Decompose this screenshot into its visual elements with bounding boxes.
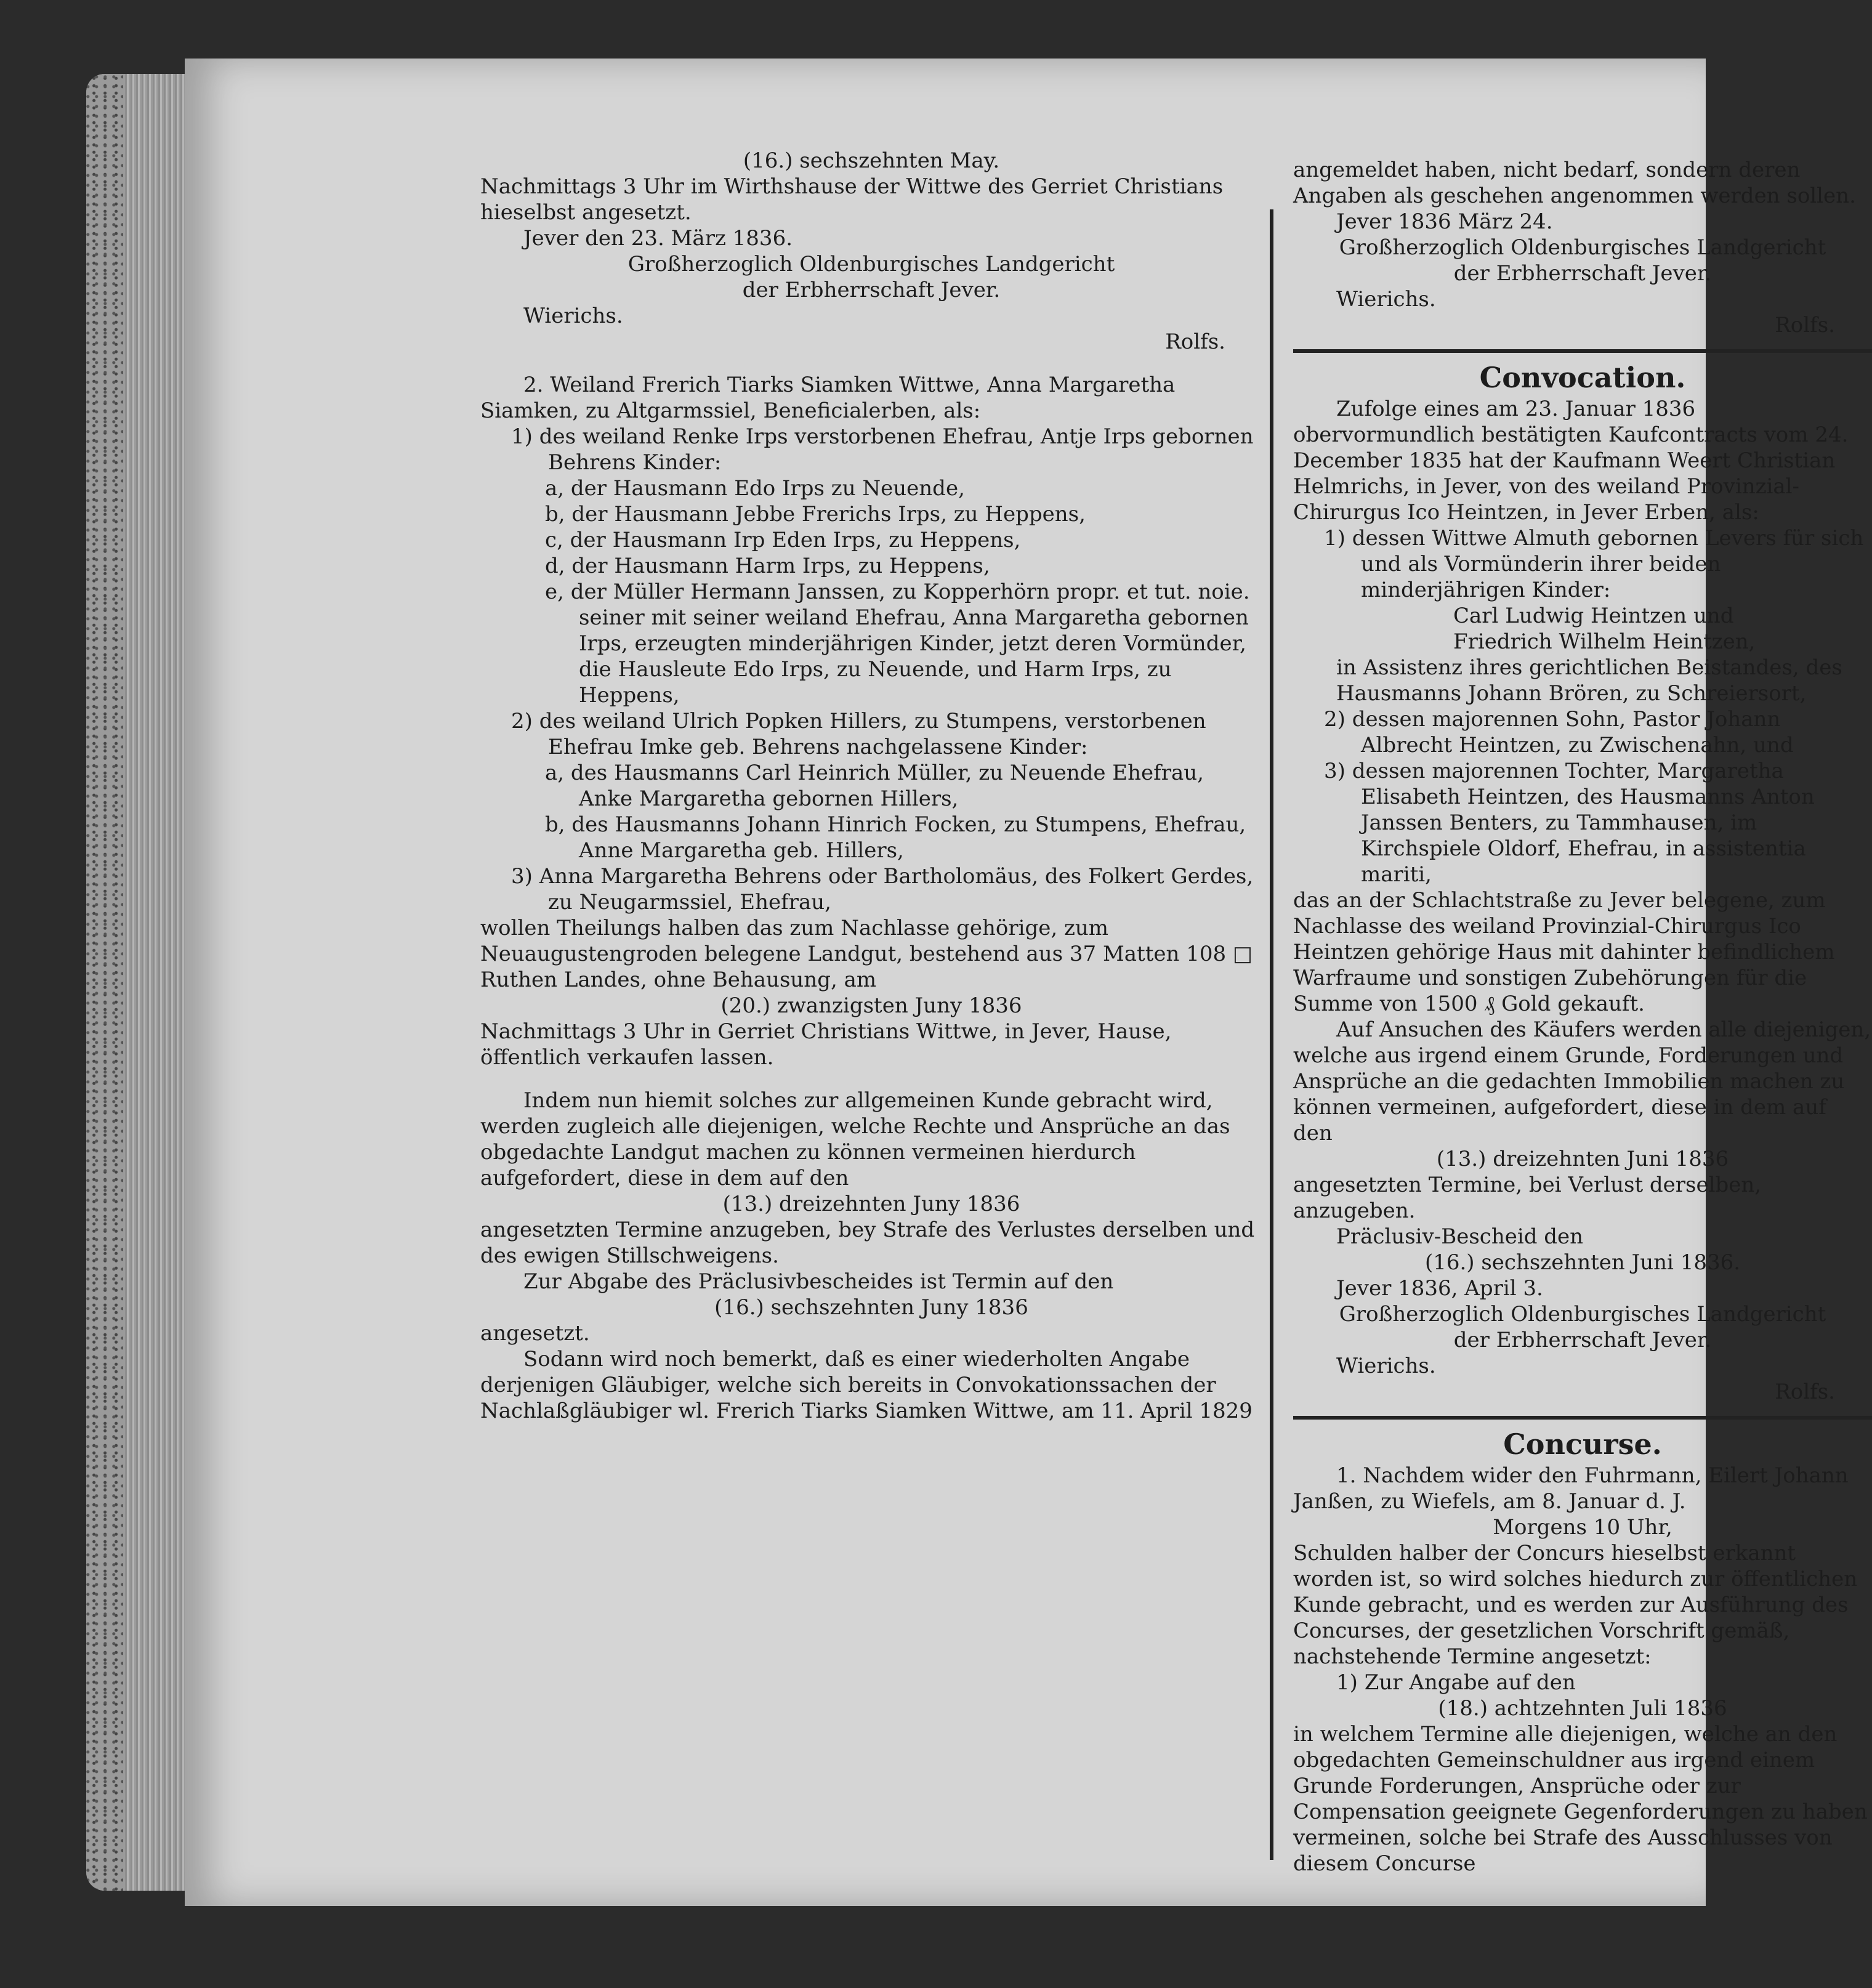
dateline: Jever 1836, April 3. <box>1336 1276 1543 1301</box>
paragraph: Nachmittags 3 Uhr im Wirthshause der Wittwe des Gerriet Christians hieselbst angesetzt. <box>480 174 1224 225</box>
signature: Rolfs. <box>1775 1380 1835 1404</box>
court-name: der Erbherrschaft Jever. <box>1453 1328 1712 1352</box>
left-column <box>480 148 1262 1424</box>
dateline: Jever 1836 März 24. <box>1336 209 1553 234</box>
list-item: d, der Hausmann Harm Irps, zu Heppens, <box>545 554 990 578</box>
list-item: a, des Hausmanns Carl Heinrich Müller, zu Neuende Ehefrau, Anke Margaretha gebornen Hillers, <box>545 761 1204 811</box>
list-item: 1) des weiland Renke Irps verstorbenen Ehefrau, Antje Irps gebornen Behrens Kinder: <box>511 424 1254 475</box>
court-name: Großherzoglich Oldenburgisches Landgericht <box>1339 1302 1826 1327</box>
date-line: (13.) dreizehnten Juny 1836 <box>722 1192 1020 1216</box>
court-name: der Erbherrschaft Jever. <box>742 278 1001 302</box>
right-column <box>1293 157 1872 1877</box>
list-item: b, des Hausmanns Johann Hinrich Focken, zu Stumpens, Ehefrau, Anne Margaretha geb. Hillers, <box>545 812 1246 863</box>
list-item: 3) dessen majorennen Tochter, Margaretha Elisabeth Heintzen, des Hausmanns Anton Janssen Benters, zu Tammhausen, im Kirchspiele Oldorf, Ehefrau, in assistentia mariti, <box>1324 759 1815 887</box>
dateline: Jever den 23. März 1836. <box>523 226 793 251</box>
date-line: (20.) zwanzigsten Juny 1836 <box>720 993 1022 1018</box>
signature: Wierichs. <box>1336 287 1436 312</box>
list-item: 2) dessen majorennen Sohn, Pastor Johann Albrecht Heintzen, zu Zwischenahn, und <box>1324 707 1794 758</box>
paragraph: 1. Nachdem wider den Fuhrmann, Eilert Johann Janßen, zu Wiefels, am 8. Januar d. J. <box>1293 1463 1849 1514</box>
section-rule <box>1293 1416 1872 1420</box>
date-line: Morgens 10 Uhr, <box>1493 1515 1672 1540</box>
paragraph: angemeldet haben, nicht bedarf, sondern deren Angaben als geschehen angenommen werden sollen. <box>1293 158 1856 208</box>
paragraph: wollen Theilungs halben das zum Nachlasse gehörige, zum Neuaugustengroden belegene Landgut, bestehend aus 37 Matten 108 □ Ruthen Landes, ohne Behausung, am <box>480 916 1253 992</box>
paragraph: in welchem Termine alle diejenigen, welche an den obgedachten Gemeinschuldner aus irgend einem Grunde Forderungen, Ansprüche oder zur Compensation geeignete Gegenforderungen zu haben vermeinen, solche bei Strafe des Ausschlusses von diesem Concurse <box>1293 1722 1868 1876</box>
list-item: in Assistenz ihres gerichtlichen Beistandes, des Hausmanns Johann Brören, zu Schreiersort, <box>1336 655 1842 706</box>
paragraph: Sodann wird noch bemerkt, daß es einer wiederholten Angabe derjenigen Gläubiger, welche sich bereits in Convokationssachen der Nachlaßgläubiger wl. Frerich Tiarks Siamken Wittwe, am 11. April 1829 <box>480 1347 1253 1423</box>
date-line: (16.) sechszehnten Juny 1836 <box>714 1295 1028 1320</box>
list-item: Friedrich Wilhelm Heintzen, <box>1453 629 1756 654</box>
list-item: 3) Anna Margaretha Behrens oder Bartholomäus, des Folkert Gerdes, zu Neugarmssiel, Ehefrau, <box>511 864 1254 915</box>
paragraph: das an der Schlachtstraße zu Jever belegene, zum Nachlasse des weiland Provinzial-Chirurgus Ico Heintzen gehörige Haus mit dahinter befindlichem Warfraume und sonstigen Zubehörungen für die Summe von 1500 ₰ Gold gekauft. <box>1293 888 1835 1016</box>
paragraph: Zur Abgabe des Präclusivbescheides ist Termin auf den <box>523 1269 1114 1294</box>
book-spine <box>86 74 123 1891</box>
section-rule <box>1293 349 1872 353</box>
signature: Wierichs. <box>523 304 623 328</box>
paragraph: Zufolge eines am 23. Januar 1836 obervormundlich bestätigten Kaufcontracts vom 24. December 1835 hat der Kaufmann Weert Christian Helmrichs, in Jever, von des weiland Provinzial-Chirurgus Ico Heintzen, in Jever Erben, als: <box>1293 397 1849 525</box>
paragraph: angesetzten Termine, bei Verlust derselben, anzugeben. <box>1293 1173 1762 1223</box>
list-item: e, der Müller Hermann Janssen, zu Kopperhörn propr. et tut. noie. seiner mit seiner weiland Ehefrau, Anna Margaretha gebornen Irps, erzeugten minderjährigen Kinder, jetzt deren Vormünder, die Hausleute Edo Irps, zu Neuende, und Harm Irps, zu Heppens, <box>545 580 1250 708</box>
list-item: c, der Hausmann Irp Eden Irps, zu Heppens, <box>545 528 1021 552</box>
paragraph: Indem nun hiemit solches zur allgemeinen Kunde gebracht wird, werden zugleich alle diejenigen, welche Rechte und Ansprüche an das obgedachte Landgut machen zu können vermeinen hierdurch aufgefordert, diese in dem auf den <box>480 1088 1230 1190</box>
list-item: 1) dessen Wittwe Almuth gebornen Levers für sich und als Vormünderin ihrer beiden minderjährigen Kinder: <box>1324 526 1864 602</box>
list-item: 2) des weiland Ulrich Popken Hillers, zu Stumpens, verstorbenen Ehefrau Imke geb. Behrens nachgelassene Kinder: <box>511 709 1206 759</box>
court-name: der Erbherrschaft Jever. <box>1453 261 1712 286</box>
paragraph: Auf Ansuchen des Käufers werden alle diejenigen, welche aus irgend einem Grunde, Forderungen und Ansprüche an die gedachten Immobilien machen zu können vermeinen, aufgefordert, diese in dem auf den <box>1293 1017 1871 1146</box>
date-line: (18.) achtzehnten Juli 1836 <box>1438 1696 1727 1721</box>
list-item: 1) Zur Angabe auf den <box>1336 1670 1576 1695</box>
column-divider <box>1270 209 1273 1860</box>
signature: Wierichs. <box>1336 1354 1436 1378</box>
list-item: b, der Hausmann Jebbe Frerichs Irps, zu Heppens, <box>545 502 1086 527</box>
date-line: (16.) sechszehnten May. <box>743 148 1000 173</box>
signature: Rolfs. <box>1165 329 1225 354</box>
list-item: a, der Hausmann Edo Irps zu Neuende, <box>545 476 965 501</box>
paragraph: Nachmittags 3 Uhr in Gerriet Christians Wittwe, in Jever, Hause, öffentlich verkaufen lassen. <box>480 1019 1172 1070</box>
paragraph: 2. Weiland Frerich Tiarks Siamken Wittwe, Anna Margaretha Siamken, zu Altgarmssiel, Beneficialerben, als: <box>480 373 1176 423</box>
section-heading: Concurse. <box>1503 1428 1662 1461</box>
court-name: Großherzoglich Oldenburgisches Landgericht <box>1339 235 1826 260</box>
newspaper-page <box>185 59 1871 1906</box>
paragraph: angesetzt. <box>480 1321 590 1346</box>
court-name: Großherzoglich Oldenburgisches Landgericht <box>627 252 1115 277</box>
paragraph: Präclusiv-Bescheid den <box>1336 1224 1584 1249</box>
paragraph: Schulden halber der Concurs hieselbst erkannt worden ist, so wird solches hiedurch zur öffentlichen Kunde gebracht, und es werden zur Ausführung des Concurses, der gesetzlichen Vorschrift gemäß, nachstehende Termine angesetzt: <box>1293 1541 1858 1669</box>
date-line: (13.) dreizehnten Juni 1836 <box>1436 1147 1729 1171</box>
section-heading: Convocation. <box>1479 361 1686 394</box>
list-item: Carl Ludwig Heintzen und <box>1453 604 1734 628</box>
paragraph: angesetzten Termine anzugeben, bey Strafe des Verlustes derselben und des ewigen Stillschweigens. <box>480 1218 1255 1268</box>
signature: Rolfs. <box>1775 313 1835 337</box>
date-line: (16.) sechszehnten Juni 1836. <box>1424 1250 1741 1275</box>
book-page-edges <box>86 74 185 1891</box>
